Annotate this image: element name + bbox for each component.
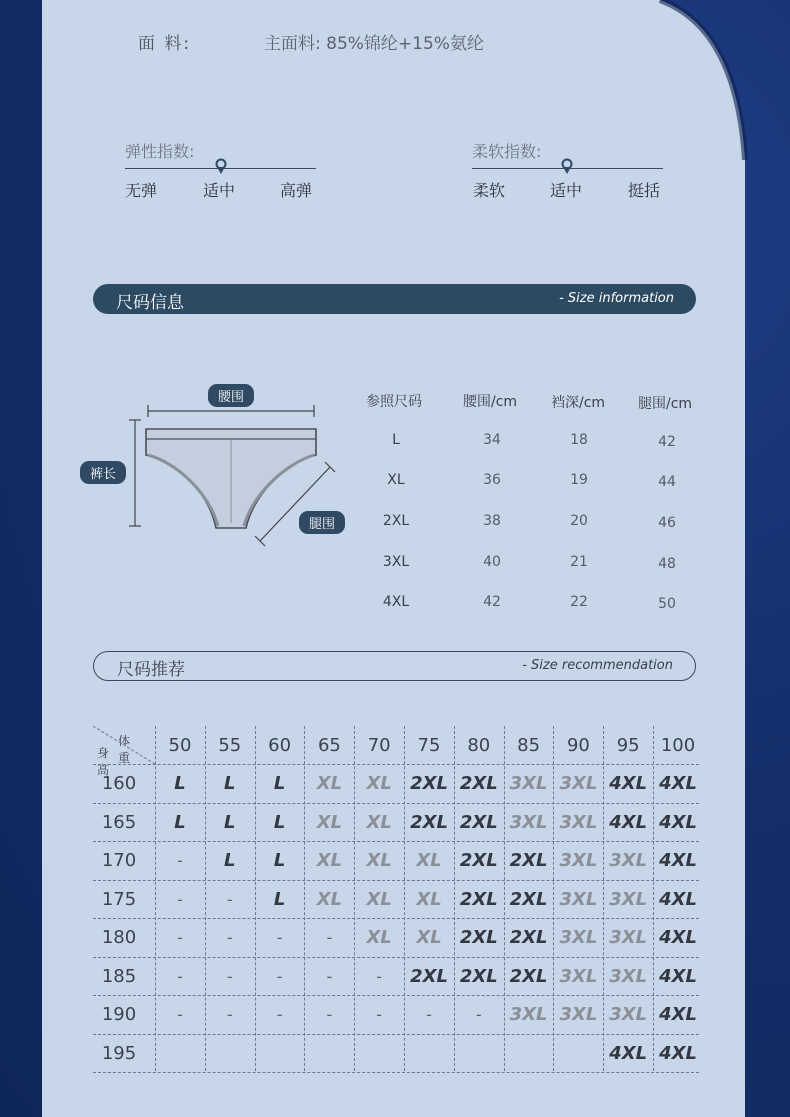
leg-label: 腿围 [299,511,345,534]
rec-cell: XL [366,927,392,948]
rec-weight-header: 80 [467,735,491,756]
rec-cell: 2XL [459,965,498,987]
size-table-cell: 36 [483,472,501,488]
rec-cell: L [224,811,236,833]
rec-cell: - [326,966,333,986]
rec-weight-header: 90 [566,735,590,756]
rec-cell: 4XL [609,811,648,833]
rec-cell: XL [366,850,392,871]
rec-cell: XL [316,888,343,910]
rec-cell: 4XL [659,850,697,871]
rec-cell: - [226,889,233,909]
rec-height-label: 165 [101,811,137,833]
fabric-value: 主面料: 85%锦纶+15%氨纶 [264,34,484,54]
rec-cell: 2XL [509,850,548,871]
rec-cell: 4XL [609,773,648,794]
size-table-cell: 40 [483,554,501,570]
rec-cell: 2XL [459,927,498,948]
elasticity-option-1: 无弹 [125,181,158,200]
rec-cell: L [273,811,286,833]
rec-cell: 2XL [410,811,448,833]
rec-grid-line [93,803,699,804]
elasticity-pin-icon [214,158,228,180]
rec-weight-header: 85 [517,735,541,756]
rec-cell: 3XL [559,850,598,871]
rec-cell: - [226,966,233,986]
size-table-cell: 21 [570,554,588,570]
rec-cell: - [276,928,283,947]
rec-cell: 3XL [509,811,548,833]
rec-cell: 3XL [559,811,598,833]
rec-cell: 4XL [659,773,697,794]
rec-grid-line [93,1034,699,1035]
corner-height: 身高 [97,746,110,777]
rec-cell: XL [416,888,442,910]
rec-grid-line [93,880,699,881]
rec-cell: 4XL [659,1004,697,1025]
rec-weight-header: 55 [218,735,242,756]
rec-grid-line [93,957,699,958]
rec-cell: 3XL [509,1004,548,1025]
size-table-cell: 2XL [382,513,410,529]
rec-cell: L [174,773,186,794]
size-info-subtitle: - Size information [559,291,674,306]
rec-weight-header: 95 [616,735,640,756]
rec-cell: 3XL [609,888,648,910]
rec-height-label: 195 [101,1042,137,1064]
rec-cell: - [376,1005,383,1024]
length-label: 裤长 [80,461,126,484]
rec-grid-line [93,764,699,765]
rec-cell: 4XL [659,1042,697,1064]
softness-pin-icon [560,158,574,180]
rec-weight-header: 75 [417,735,441,756]
softness-title: 柔软指数: [472,142,542,161]
rec-cell: 2XL [459,773,498,794]
size-table-cell: 3XL [382,554,410,570]
rec-cell: L [273,888,286,910]
rec-cell: 3XL [509,773,548,794]
size-table-cell: 42 [658,434,676,450]
rec-cell: L [273,773,286,794]
size-info-title: 尺码信息 [116,293,184,313]
rec-cell: 2XL [410,965,448,987]
rec-cell: - [326,928,333,947]
rec-weight-header: 50 [168,735,192,756]
rec-height-label: 180 [101,927,137,948]
rec-height-label: 190 [101,1004,137,1025]
rec-cell: 3XL [609,850,648,871]
rec-cell: 4XL [659,888,697,910]
size-table-cell: 48 [658,556,676,572]
rec-cell: - [177,851,183,870]
rec-cell: 3XL [559,888,598,910]
rec-cell: L [273,850,286,871]
rec-weight-header: 60 [268,735,292,756]
rec-cell: - [475,1005,482,1024]
corner-weight: 体重 [118,734,131,765]
softness-option-3: 挺括 [628,181,661,200]
size-table-cell: L [392,432,400,448]
rec-cell: 4XL [659,811,697,833]
size-rec-title: 尺码推荐 [117,660,185,680]
rec-cell: 3XL [559,773,598,794]
rec-cell: 2XL [459,888,498,910]
rec-cell: XL [366,811,392,833]
size-table-cell: 19 [570,472,588,488]
rec-grid-line [93,1072,699,1073]
rec-height-label: 170 [101,850,137,871]
rec-cell: - [276,1005,283,1024]
elasticity-option-3: 高弹 [280,181,313,200]
rec-cell: 2XL [509,965,548,987]
rec-cell: - [177,928,183,947]
size-table-cell: 42 [483,594,501,610]
softness-option-2: 适中 [550,181,583,200]
size-table-cell: 4XL [382,594,410,610]
rec-cell: XL [366,888,392,910]
elasticity-title: 弹性指数: [125,142,195,161]
rec-cell: XL [316,811,343,833]
rec-cell: 3XL [559,1004,598,1025]
size-table-cell: 50 [658,596,676,612]
rec-cell: 3XL [609,1004,648,1025]
rec-cell: 3XL [559,927,598,948]
size-rec-subtitle: - Size recommendation [522,658,673,673]
size-info-header [93,284,696,314]
rec-cell: - [276,966,283,986]
rec-cell: 3XL [609,927,648,948]
size-table-header-2: 腰围/cm [463,394,518,410]
size-table-header-4: 腿围/cm [638,396,693,412]
rec-height-label: 175 [101,888,137,910]
rec-cell: - [226,1005,233,1024]
rec-cell: 3XL [609,965,648,987]
rec-cell: - [376,966,383,986]
size-table-cell: 34 [483,432,501,448]
rec-cell: XL [316,850,343,871]
rec-weight-header: 65 [317,735,341,756]
rec-cell: - [326,1005,333,1024]
rec-cell: 2XL [509,888,548,910]
rec-cell: L [224,850,236,871]
softness-option-1: 柔软 [473,181,506,200]
rec-cell: 4XL [659,965,697,987]
rec-cell: XL [416,927,442,948]
rec-cell: XL [416,850,442,871]
size-rec-header [93,651,696,681]
rec-cell: L [224,773,236,794]
rec-grid-line [93,995,699,996]
rec-cell: - [177,1005,183,1024]
rec-cell: 3XL [559,965,598,987]
rec-cell: - [426,1005,432,1024]
rec-grid-line [93,918,699,919]
size-table-cell: 22 [570,594,588,610]
size-table-cell: XL [387,472,405,488]
waist-label: 腰围 [208,384,254,407]
rec-weight-header: 70 [367,735,391,756]
size-table-cell: 44 [658,474,676,490]
rec-weight-header: 100 [660,735,696,756]
rec-cell: 4XL [609,1042,648,1064]
rec-cell: 2XL [459,850,498,871]
size-table-cell: 46 [658,515,676,531]
size-table-cell: 18 [570,432,588,448]
size-table-header-1: 参照尺码 [366,394,422,410]
rec-cell: 4XL [659,927,697,948]
rec-height-label: 160 [101,773,137,794]
size-table-header-3: 裆深/cm [551,395,606,411]
fabric-label: 面 料: [138,34,192,54]
rec-cell: - [177,889,183,909]
rec-cell: 2XL [459,811,498,833]
size-table-cell: 20 [570,513,588,529]
rec-cell: 2XL [410,773,448,794]
rec-cell: 2XL [509,927,548,948]
rec-cell: - [226,928,233,947]
rec-cell: XL [316,773,343,794]
rec-grid-line [93,841,699,842]
size-table-cell: 38 [483,513,501,529]
rec-cell: XL [366,773,392,794]
rec-cell: L [174,811,186,833]
rec-cell: - [177,966,183,986]
elasticity-option-2: 适中 [203,181,236,200]
corner-diagonal [93,726,155,766]
rec-height-label: 185 [101,965,137,987]
